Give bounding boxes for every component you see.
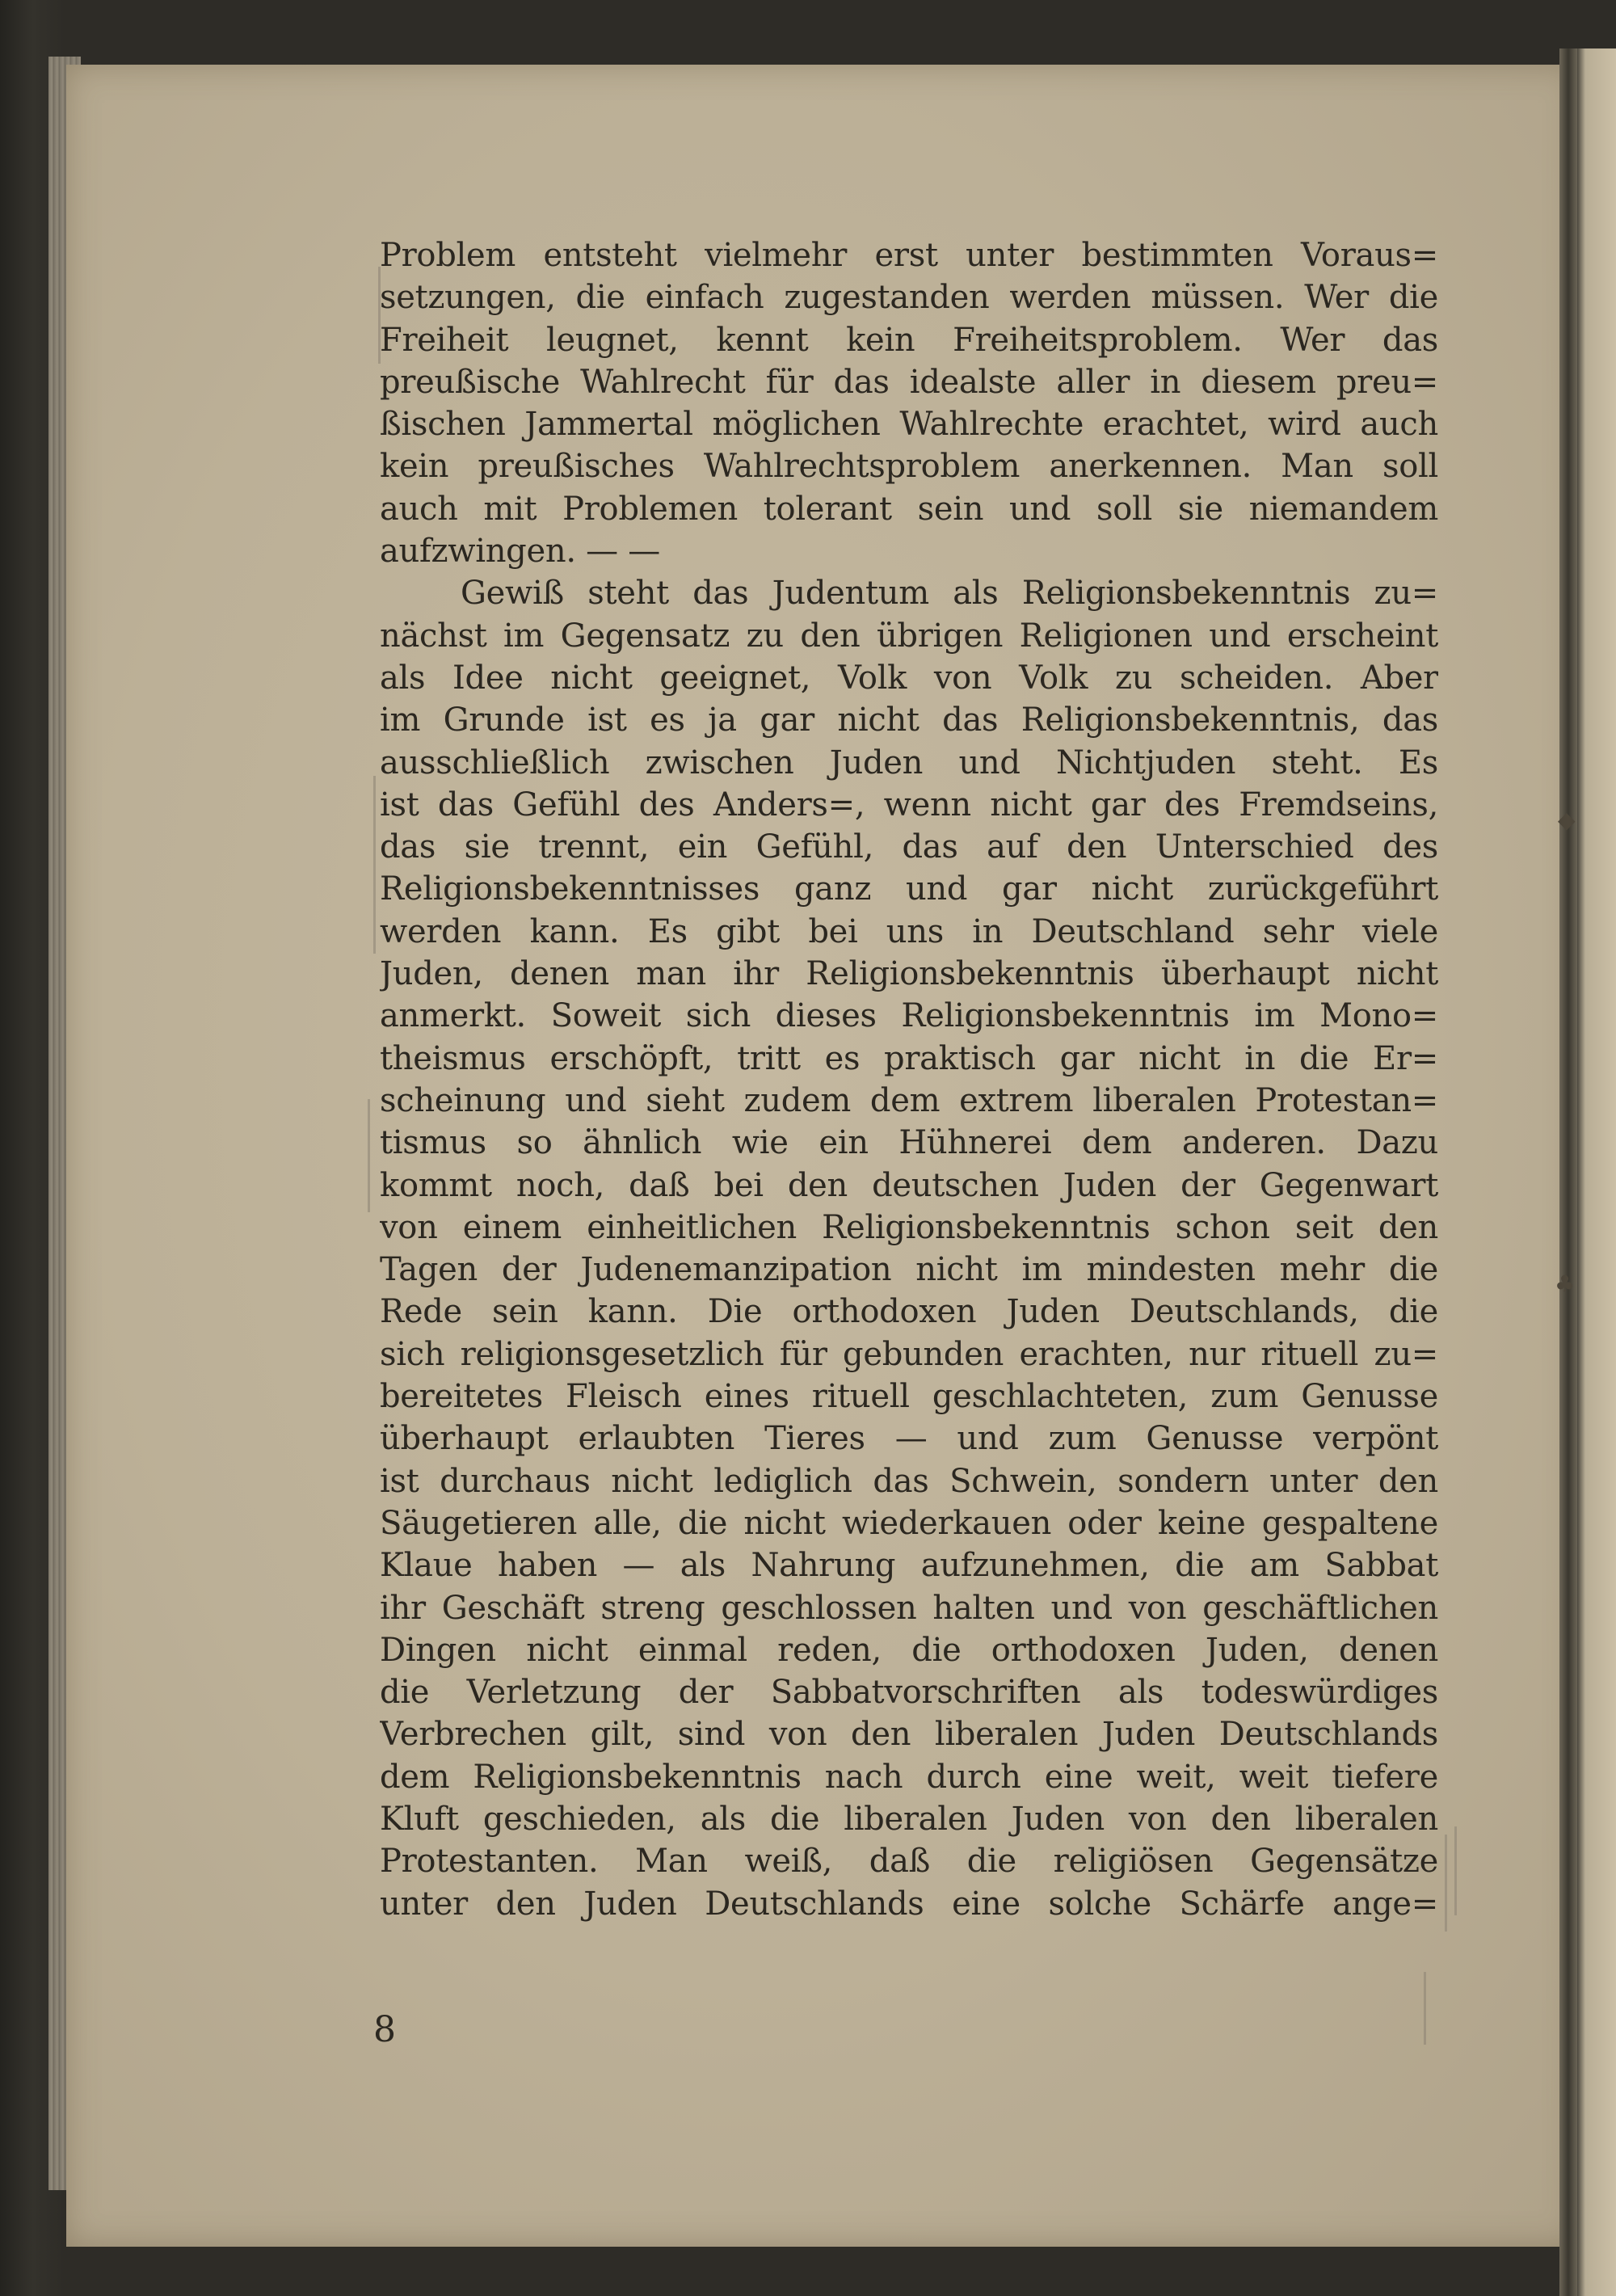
text-line: unter den Juden Deutschlands eine solche Schärfe ange= xyxy=(380,1885,1438,1923)
text-line: von einem einheitlichen Religionsbekenntnis schon seit den xyxy=(380,1208,1438,1246)
text-line: das sie trennt, ein Gefühl, das auf den Unterschied des xyxy=(380,828,1438,866)
facing-page-edge xyxy=(1577,48,1616,2296)
text-line: Kluft geschieden, als die liberalen Juden von den liberalen xyxy=(380,1800,1438,1838)
text-line: bereitetes Fleisch eines rituell geschlachteten, zum Genusse xyxy=(380,1378,1438,1416)
text-line: ist das Gefühl des Anders=, wenn nicht gar des Fremdseins, xyxy=(380,786,1438,824)
text-line: Säugetieren alle, die nicht wiederkauen oder keine gespaltene xyxy=(380,1504,1438,1542)
text-line: Tagen der Judenemanzipation nicht im mindesten mehr die xyxy=(380,1251,1438,1289)
text-line: die Verletzung der Sabbatvorschriften als todeswürdiges xyxy=(380,1674,1438,1712)
text-line: Verbrechen gilt, sind von den liberalen Juden Deutschlands xyxy=(380,1716,1438,1754)
text-line: Protestanten. Man weiß, daß die religiösen Gegensätze xyxy=(380,1843,1438,1881)
text-line: werden kann. Es gibt bei uns in Deutschland sehr viele xyxy=(380,912,1438,950)
pencil-margin-mark xyxy=(373,776,376,954)
text-line: überhaupt erlaubten Tieres — und zum Genusse verpönt xyxy=(380,1420,1438,1458)
text-line: Dingen nicht einmal reden, die orthodoxen Juden, denen xyxy=(380,1631,1438,1669)
pencil-margin-mark xyxy=(1454,1826,1457,1915)
text-line: nächst im Gegensatz zu den übrigen Religionen und erscheint xyxy=(380,617,1438,655)
text-line: Problem entsteht vielmehr erst unter bestimmten Voraus= xyxy=(380,237,1438,274)
text-line: auch mit Problemen tolerant sein und soll sie niemandem xyxy=(380,490,1438,528)
pencil-margin-mark xyxy=(368,1099,370,1212)
text-line: Klaue haben — als Nahrung aufzunehmen, die am Sabbat xyxy=(380,1547,1438,1585)
text-line: setzungen, die einfach zugestanden werden müssen. Wer die xyxy=(380,279,1438,317)
text-line: ausschließlich zwischen Juden und Nichtjuden steht. Es xyxy=(380,744,1438,781)
text-line: kein preußisches Wahlrechtsproblem anerkennen. Man soll xyxy=(380,448,1438,486)
text-line: Gewiß steht das Judentum als Religionsbekenntnis zu= xyxy=(461,575,1438,613)
pencil-margin-mark xyxy=(1445,1835,1447,1932)
text-line: als Idee nicht geeignet, Volk von Volk zu scheiden. Aber xyxy=(380,659,1438,697)
page-number: 8 xyxy=(373,2009,396,2050)
text-line: ßischen Jammertal möglichen Wahlrechte erachtet, wird auch xyxy=(380,406,1438,444)
text-line: tismus so ähnlich wie ein Hühnerei dem anderen. Dazu xyxy=(380,1124,1438,1162)
body-text xyxy=(380,234,1438,1925)
margin-ornament: ♣ xyxy=(1555,1270,1576,1297)
text-line: scheinung und sieht zudem dem extrem liberalen Protestan= xyxy=(380,1081,1438,1119)
text-line: Religionsbekenntnisses ganz und gar nicht zurückgeführt xyxy=(380,870,1438,908)
text-line: anmerkt. Soweit sich dieses Religionsbekenntnis im Mono= xyxy=(380,997,1438,1035)
text-line: im Grunde ist es ja gar nicht das Religionsbekenntnis, das xyxy=(380,701,1438,739)
text-line: kommt noch, daß bei den deutschen Juden der Gegenwart xyxy=(380,1166,1438,1204)
pencil-margin-mark xyxy=(1424,1972,1426,2045)
text-line: ihr Geschäft streng geschlossen halten und von geschäftlichen xyxy=(380,1589,1438,1627)
text-line: preußische Wahlrecht für das idealste aller in diesem preu= xyxy=(380,363,1438,401)
text-line: Juden, denen man ihr Religionsbekenntnis überhaupt nicht xyxy=(380,955,1438,993)
text-line: aufzwingen. — — xyxy=(380,533,660,571)
text-line: dem Religionsbekenntnis nach durch eine weit, weit tiefere xyxy=(380,1758,1438,1796)
text-line: Rede sein kann. Die orthodoxen Juden Deutschlands, die xyxy=(380,1293,1438,1331)
text-line: ist durchaus nicht lediglich das Schwein, sondern unter den xyxy=(380,1462,1438,1500)
book-binding xyxy=(1559,48,1577,2296)
margin-ornament: ◆ xyxy=(1558,807,1576,833)
text-line: Freiheit leugnet, kennt kein Freiheitsproblem. Wer das xyxy=(380,321,1438,359)
text-line: sich religionsgesetzlich für gebunden erachten, nur rituell zu= xyxy=(380,1335,1438,1373)
text-line: theismus erschöpft, tritt es praktisch gar nicht in die Er= xyxy=(380,1039,1438,1077)
